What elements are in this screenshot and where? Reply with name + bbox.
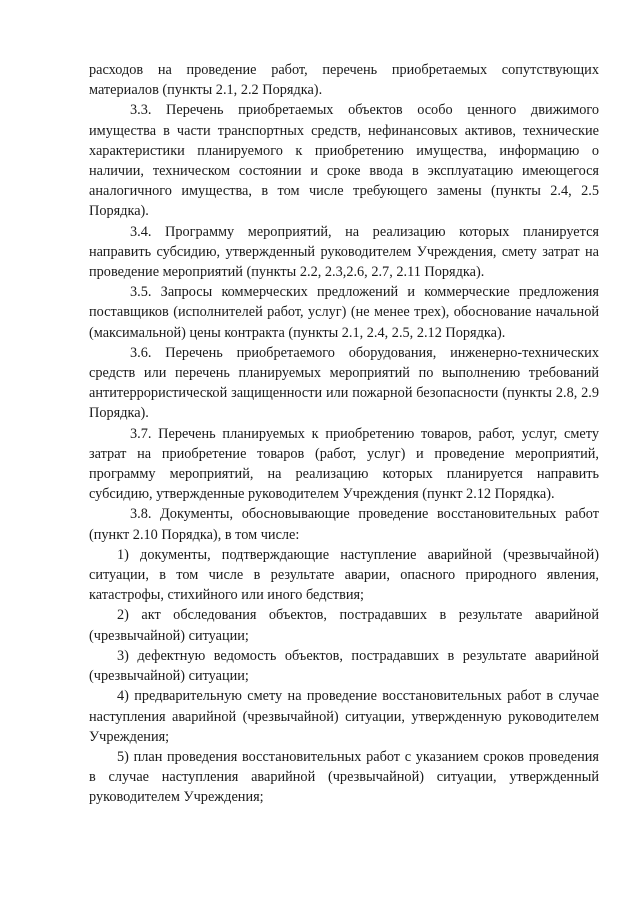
list-item-5: 5) план проведения восстановительных работ с указанием сроков проведения в случае наступления аварийной (чрезвычайной) ситуации, утвержденный руководителем Учреждения; [89, 748, 599, 806]
paragraph-3-3: 3.3. Перечень приобретаемых объектов особо ценного движимого имущества в части транспортных средств, нефинансовых активов, технические характеристики планируемого к приобретению имущества, информацию о наличии, техническом состоянии и сроке ввода в эксплуатацию имеющегося аналогичного имущества, в том числе требующего замены (пункты 2.4, 2.5 Порядка). [89, 102, 599, 220]
paragraph-3-8: 3.8. Документы, обосновывающие проведение восстановительных работ (пункт 2.10 Порядка), в том числе: [89, 506, 599, 543]
paragraph-3-5: 3.5. Запросы коммерческих предложений и коммерческие предложения поставщиков (исполнителей работ, услуг) (не менее трех), обоснование начальной (максимальной) цены контракта (пункты 2.1, 2.4, 2.5, 2.12 Порядка). [89, 284, 599, 341]
paragraph-3-6: 3.6. Перечень приобретаемого оборудования, инженерно-технических средств или перечень планируемых мероприятий по выполнению требований антитеррористической защищенности или пожарной безопасности (пункты 2.8, 2.9 Порядка). [89, 344, 599, 422]
list-item-3: 3) дефектную ведомость объектов, пострадавших в результате аварийной (чрезвычайной) ситуации; [89, 647, 599, 685]
list-item-1: 1) документы, подтверждающие наступление аварийной (чрезвычайной) ситуации, в том числе в результате аварии, опасного природного явления, катастрофы, стихийного или иного бедствия; [89, 546, 599, 604]
paragraph-continuation: расходов на проведение работ, перечень приобретаемых сопутствующих материалов (пункты 2.1, 2.2 Порядка). [89, 62, 599, 99]
paragraph-3-7: 3.7. Перечень планируемых к приобретению товаров, работ, услуг, смету затрат на приобретение товаров (работ, услуг) и проведение мероприятий, программу мероприятий, на реализацию которых планируется направить субсидию, утвержденные руководителем Учреждения (пункт 2.12 Порядка). [89, 425, 599, 503]
document-page [89, 60, 599, 808]
list-item-4: 4) предварительную смету на проведение восстановительных работ в случае наступления аварийной (чрезвычайной) ситуации, утвержденную руководителем Учреждения; [89, 688, 599, 745]
list-item-2: 2) акт обследования объектов, пострадавших в результате аварийной (чрезвычайной) ситуации; [89, 607, 599, 644]
paragraph-3-4: 3.4. Программу мероприятий, на реализацию которых планируется направить субсидию, утвержденный руководителем Учреждения, смету затрат на проведение мероприятий (пункты 2.2, 2.3,2.6, 2.7, 2.11 Порядка). [89, 223, 599, 281]
